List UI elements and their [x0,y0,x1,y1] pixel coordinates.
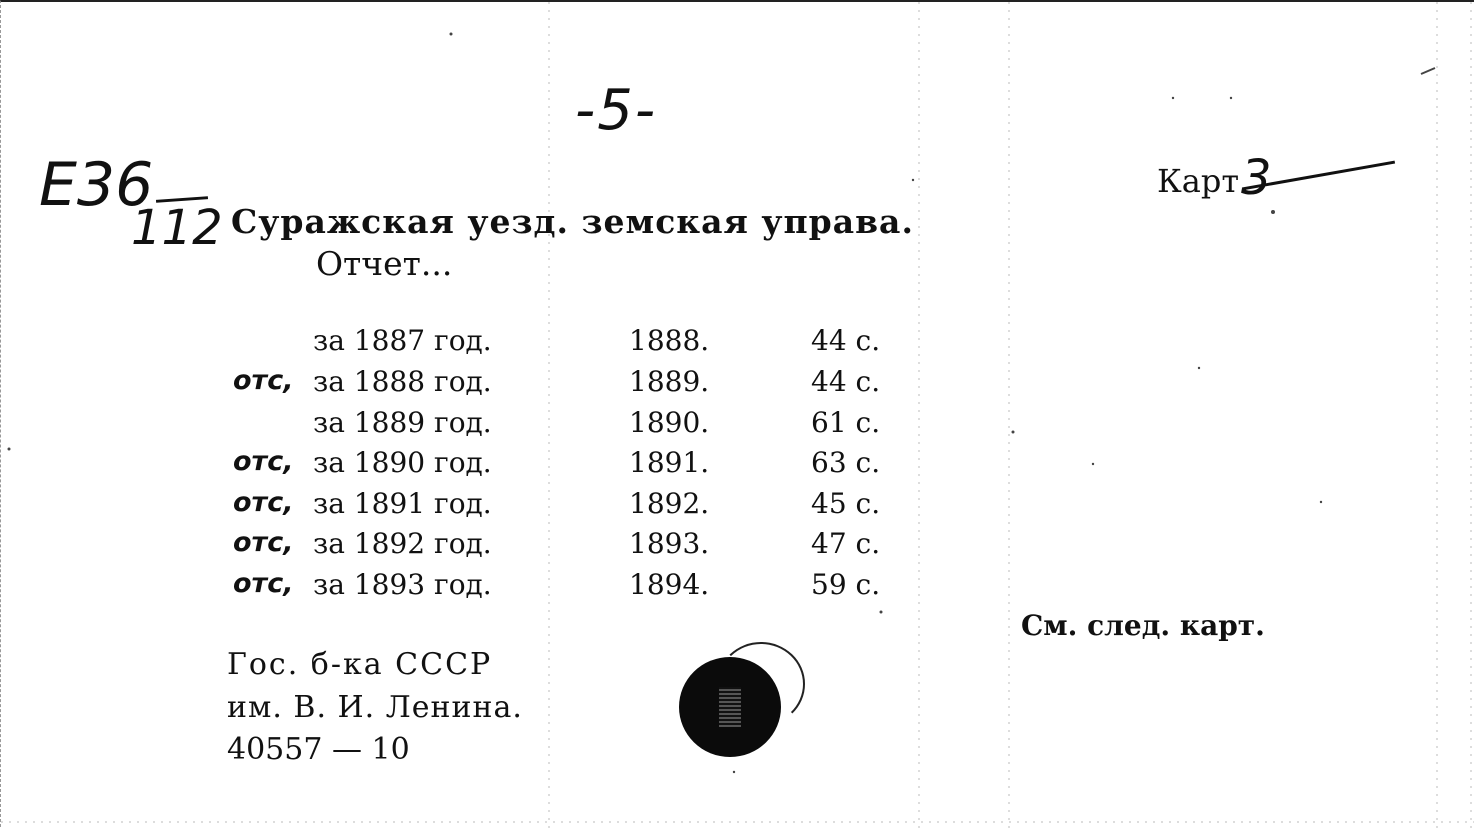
holdings-row-year: 1893. [629,527,710,560]
holdings-row-mark: отс, [233,446,294,477]
page-number: -5- [575,78,658,143]
holdings-row-period: за 1888 год. [313,365,492,398]
holdings-row-pages: 61 с. [811,406,881,439]
card-label: Карт. [1157,162,1250,200]
holdings-row [1,406,1001,446]
library-line-1: Гос. б-ка СССР [227,647,493,682]
see-next-card: См. след. карт. [1021,609,1265,642]
holdings-row-pages: 47 с. [811,527,881,560]
holdings-row-mark: отс, [233,568,294,599]
holdings-row-mark: отс, [233,365,294,396]
holdings-row [1,527,1001,567]
punch-hole [679,657,781,757]
shelf-mark-sub: 112 [131,200,223,256]
card-title: Суражская уезд. земская управа. [231,202,914,241]
holdings-row-period: за 1889 год. [313,406,492,439]
card-number: 3 [1241,150,1272,206]
holdings-row-pages: 45 с. [811,487,881,520]
holdings-row-period: за 1891 год. [313,487,492,520]
holdings-row-mark: отс, [233,527,294,558]
shelf-mark-main: E36 [39,150,154,220]
holdings-row-mark: отс, [233,487,294,518]
library-line-2: им. В. И. Ленина. [227,690,523,725]
holdings-row-year: 1894. [629,568,710,601]
holdings-row [1,446,1001,486]
holdings-row-pages: 59 с. [811,568,881,601]
holdings-row-period: за 1887 год. [313,324,492,357]
holdings-row-pages: 44 с. [811,324,881,357]
holdings-row-year: 1889. [629,365,710,398]
holdings-row-pages: 44 с. [811,365,881,398]
holdings-row-year: 1892. [629,487,710,520]
holdings-row-period: за 1890 год. [313,446,492,479]
holdings-row [1,568,1001,608]
holdings-row-year: 1890. [629,406,710,439]
holdings-row-period: за 1893 год. [313,568,492,601]
holdings-row [1,487,1001,527]
holdings-row [1,324,1001,364]
library-line-3: 40557 — 10 [227,732,410,767]
holdings-row [1,365,1001,405]
holdings-row-year: 1891. [629,446,710,479]
holdings-row-period: за 1892 год. [313,527,492,560]
holdings-row-pages: 63 с. [811,446,881,479]
punch-hole-rod [719,687,741,727]
holdings-row-year: 1888. [629,324,710,357]
card-subtitle: Отчет... [316,244,453,283]
